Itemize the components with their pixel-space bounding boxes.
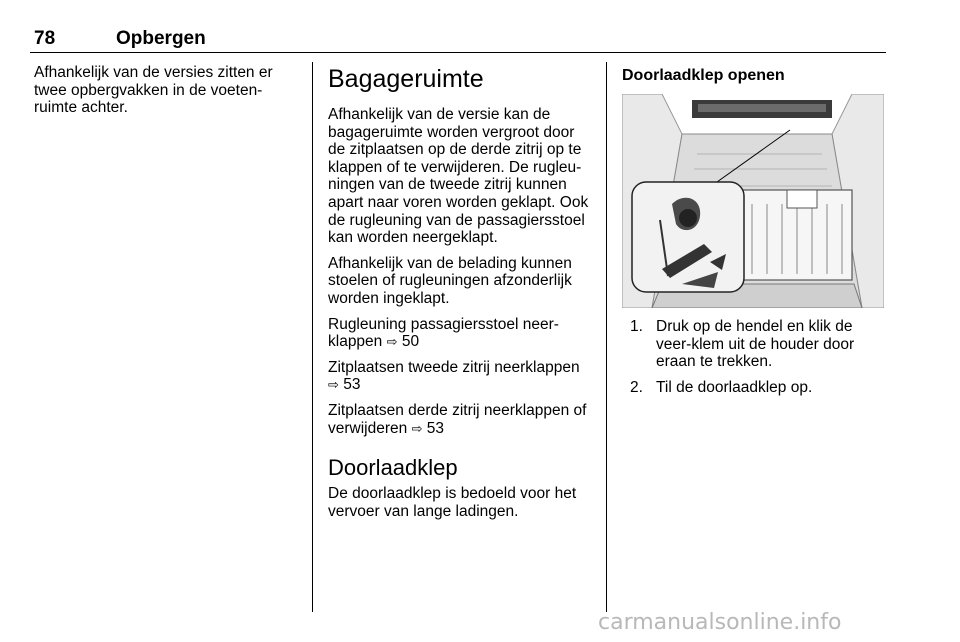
cross-reference-text: Zitplaatsen derde zitrij neerklappen of verwijderen bbox=[328, 401, 587, 437]
step-text: Til de doorlaadklep op. bbox=[656, 378, 813, 396]
paragraph-bagageruimte-1: Afhankelijk van de versie kan de bagageruimte worden vergroot door de zitplaatsen op de derde zitrij op te klappen of te verwijderen. De rugleu-ningen van de tweede zitrij kunnen apart naar voren worden geklapt. Ook de rugleuning van de passagiersstoel kan worden neergeklapt. bbox=[328, 106, 589, 247]
paragraph-doorlaadklep: De doorlaadklep is bedoeld voor het vervoer van lange ladingen. bbox=[328, 485, 577, 520]
step-number: 2. bbox=[630, 378, 643, 396]
column-divider-right bbox=[606, 62, 607, 612]
arrow-icon: ⇨ bbox=[411, 420, 423, 436]
section-heading-bagageruimte: Bagageruimte bbox=[328, 65, 484, 93]
arrow-icon: ⇨ bbox=[328, 377, 339, 393]
cross-reference-text: Zitplaatsen tweede zitrij neerklappen bbox=[328, 358, 580, 376]
column-divider-left bbox=[312, 62, 313, 612]
column-2 bbox=[328, 64, 594, 528]
column-3 bbox=[622, 64, 888, 404]
cross-reference-text: Rugleuning passagiersstoel neer-klappen bbox=[328, 315, 559, 351]
page-title: Opbergen bbox=[116, 28, 206, 49]
step-number: 1. bbox=[630, 318, 643, 335]
list-item bbox=[622, 318, 888, 371]
intro-paragraph: Afhankelijk van de versies zitten er twee opbergvakken in de voeten-ruimte achter. bbox=[34, 64, 273, 117]
step-text: Druk op de hendel en klik de veer-klem uit de houder door eraan te trekken. bbox=[656, 318, 855, 371]
load-through-hatch-illustration bbox=[622, 94, 884, 308]
cross-reference[interactable] bbox=[328, 316, 594, 351]
column-1 bbox=[34, 64, 292, 125]
section-heading-doorlaadklep: Doorlaadklep bbox=[328, 455, 458, 481]
cross-reference[interactable] bbox=[328, 402, 594, 437]
page-number: 78 bbox=[34, 28, 56, 49]
steps-list bbox=[622, 318, 888, 396]
header-rule bbox=[30, 52, 886, 53]
cross-reference-page: 50 bbox=[401, 333, 420, 351]
watermark: carmanualsonline.info bbox=[598, 610, 842, 635]
list-item bbox=[622, 379, 888, 397]
cross-reference-page: 53 bbox=[426, 419, 445, 437]
cross-reference[interactable] bbox=[328, 359, 594, 394]
paragraph-bagageruimte-2: Afhankelijk van de belading kunnen stoelen of rugleuningen afzonderlijk worden ingeklapt. bbox=[328, 254, 572, 307]
subheading-doorlaadklep-openen: Doorlaadklep openen bbox=[622, 67, 785, 84]
arrow-icon: ⇨ bbox=[386, 334, 398, 350]
cross-reference-page: 53 bbox=[343, 376, 361, 394]
